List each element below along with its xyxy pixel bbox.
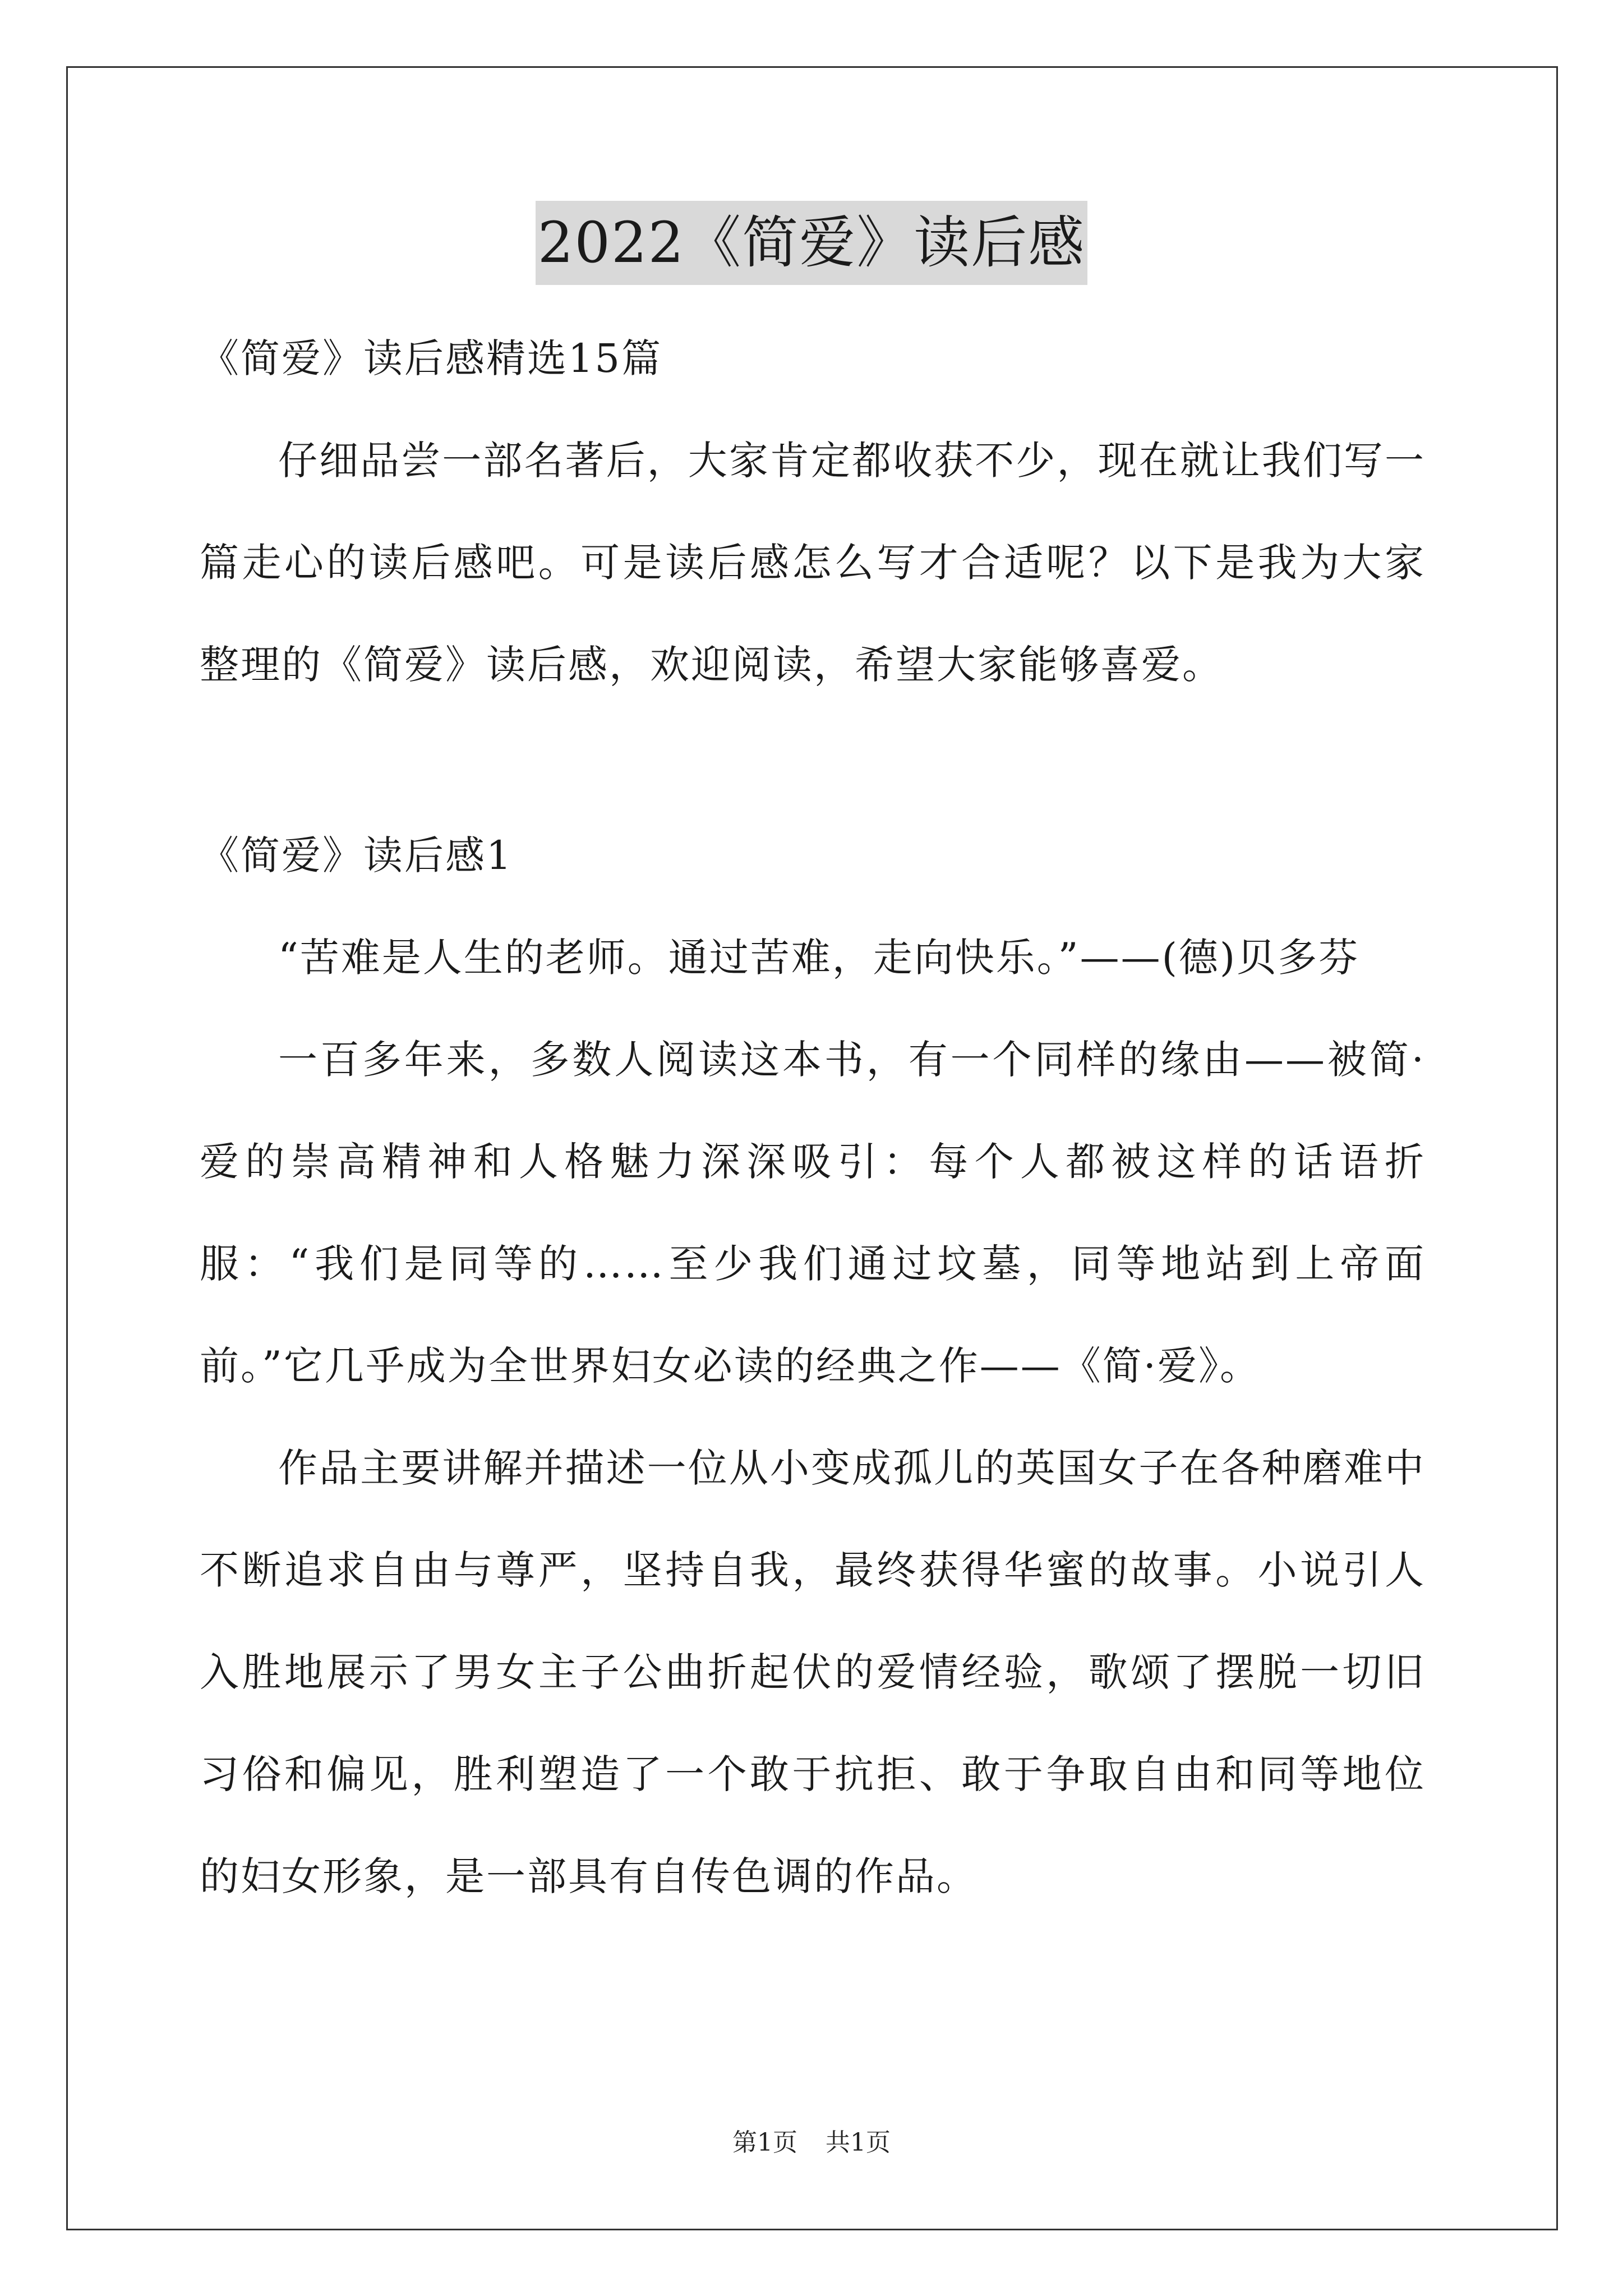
page-total: 共1页 <box>826 2128 891 2157</box>
title-container <box>0 201 1623 285</box>
intro-paragraph: 仔细品尝一部名著后，大家肯定都收获不少，现在就让我们写一篇走心的读后感吧。可是读后感怎么写才合适呢？以下是我为大家整理的《简爱》读后感，欢迎阅读，希望大家能够喜爱。 <box>200 438 1426 688</box>
section-gap <box>200 716 1426 804</box>
body-paragraph-2: 作品主要讲解并描述一位从小变成孤儿的英国女子在各种磨难中不断追求自由与尊严，坚持自我，最终获得华蜜的故事。小说引人入胜地展示了男女主子公曲折起伏的爱情经验，歌颂了摆脱一切旧习俗和偏见，胜利塑造了一个敢于抗拒、敢于争取自由和同等地位的妇女形象，是一部具有自传色调的作品。 <box>200 1445 1426 1899</box>
document-subtitle: 《简爱》读后感精选15篇 <box>200 335 663 381</box>
quote-paragraph: “苦难是人生的老师。通过苦难，走向快乐。”——(德)贝多芬 <box>278 935 1360 981</box>
document-body <box>200 307 1426 1927</box>
body-paragraph-1: 一百多年来，多数人阅读这本书，有一个同样的缘由——被简·爱的崇高精神和人格魅力深深吸引：每个人都被这样的话语折服：“我们是同等的……至少我们通过坟墓，同等地站到上帝面前。”它几乎成为全世界妇女必读的经典之作——《简·爱》。 <box>200 1037 1426 1389</box>
document-title: 2022《简爱》读后感 <box>536 201 1088 285</box>
page-number: 第1页 <box>732 2128 797 2157</box>
page-footer <box>0 2126 1623 2160</box>
section-heading: 《简爱》读后感1 <box>200 832 513 878</box>
